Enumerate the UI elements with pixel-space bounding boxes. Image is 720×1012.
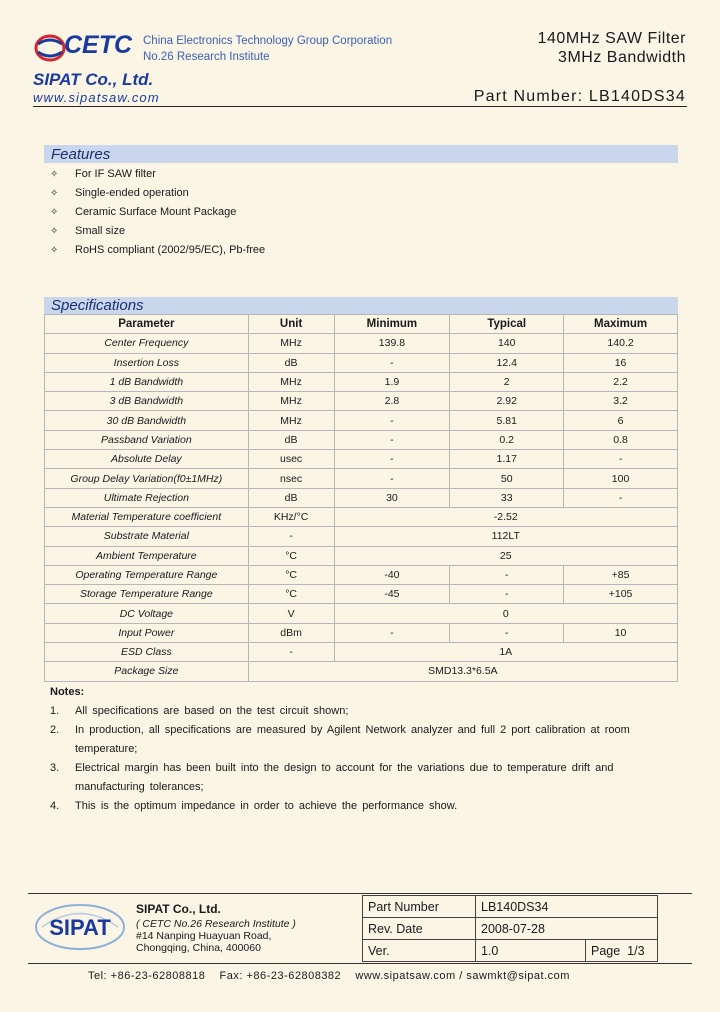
parameter-cell: Absolute Delay bbox=[45, 450, 249, 469]
website-link[interactable]: www.sipatsaw.com bbox=[33, 90, 160, 105]
note-number: 4. bbox=[50, 800, 60, 812]
table-cell: nsec bbox=[248, 469, 334, 488]
feature-text: For IF SAW filter bbox=[75, 168, 156, 180]
table-cell: 2.92 bbox=[450, 392, 564, 411]
part-number-label: Part Number bbox=[363, 896, 476, 918]
table-cell: 0 bbox=[334, 604, 677, 623]
table-cell: - bbox=[334, 411, 450, 430]
part-number-value: LB140DS34 bbox=[476, 896, 658, 918]
parameter-cell: Passband Variation bbox=[45, 430, 249, 449]
footer-institute: ( CETC No.26 Research Institute ) bbox=[136, 918, 296, 930]
table-cell: 1.17 bbox=[450, 450, 564, 469]
header-typical: Typical bbox=[450, 315, 564, 334]
table-row bbox=[45, 430, 678, 449]
table-cell: - bbox=[564, 450, 678, 469]
table-cell: 10 bbox=[564, 623, 678, 642]
table-cell: MHz bbox=[248, 392, 334, 411]
table-cell: 140.2 bbox=[564, 334, 678, 353]
note-text: This is the optimum impedance in order to achieve the performance show. bbox=[75, 800, 458, 812]
table-cell: - bbox=[450, 565, 564, 584]
table-row bbox=[45, 546, 678, 565]
specifications-table bbox=[44, 314, 678, 682]
footer-bottom-divider bbox=[28, 963, 692, 964]
table-cell: - bbox=[334, 430, 450, 449]
feature-item bbox=[50, 187, 189, 199]
bullet-icon: ✧ bbox=[50, 188, 59, 199]
table-cell: 3.2 bbox=[564, 392, 678, 411]
header-parameter: Parameter bbox=[45, 315, 249, 334]
parameter-cell: Storage Temperature Range bbox=[45, 585, 249, 604]
table-row bbox=[45, 565, 678, 584]
header-maximum: Maximum bbox=[564, 315, 678, 334]
contact-info: Tel: +86-23-62808818 Fax: +86-23-62808382 www.sipatsaw.com / sawmkt@sipat.com bbox=[88, 970, 570, 982]
table-cell: 50 bbox=[450, 469, 564, 488]
table-cell: dB bbox=[248, 488, 334, 507]
table-row bbox=[45, 507, 678, 526]
table-header-row bbox=[45, 315, 678, 334]
note-text: All specifications are based on the test circuit shown; bbox=[75, 705, 349, 717]
table-cell: 1A bbox=[334, 643, 677, 662]
page-indicator bbox=[586, 940, 658, 962]
note-text: In production, all specifications are measured by Agilent Network analyzer and full 2 port calibration at room temperature; bbox=[75, 724, 630, 755]
table-cell: MHz bbox=[248, 372, 334, 391]
parameter-cell: Package Size bbox=[45, 662, 249, 681]
table-row bbox=[45, 488, 678, 507]
feature-text: RoHS compliant (2002/95/EC), Pb-free bbox=[75, 244, 266, 256]
table-cell: +85 bbox=[564, 565, 678, 584]
table-cell: 2.2 bbox=[564, 372, 678, 391]
page-value: 1/3 bbox=[627, 943, 645, 958]
bullet-icon: ✧ bbox=[50, 245, 59, 256]
bullet-icon: ✧ bbox=[50, 169, 59, 180]
parameter-cell: Insertion Loss bbox=[45, 353, 249, 372]
version-label: Ver. bbox=[363, 940, 476, 962]
table-cell: - bbox=[248, 527, 334, 546]
table-cell: - bbox=[450, 585, 564, 604]
table-row bbox=[45, 392, 678, 411]
table-cell: 0.2 bbox=[450, 430, 564, 449]
parameter-cell: Substrate Material bbox=[45, 527, 249, 546]
table-cell: MHz bbox=[248, 411, 334, 430]
parameter-cell: Material Temperature coefficient bbox=[45, 507, 249, 526]
footer-address-line1: #14 Nanping Huayuan Road, bbox=[136, 930, 272, 942]
feature-item bbox=[50, 244, 265, 256]
table-cell: MHz bbox=[248, 334, 334, 353]
table-cell: dB bbox=[248, 430, 334, 449]
table-cell: - bbox=[334, 469, 450, 488]
table-cell: 2.8 bbox=[334, 392, 450, 411]
table-row bbox=[45, 604, 678, 623]
table-cell: 0.8 bbox=[564, 430, 678, 449]
header-minimum: Minimum bbox=[334, 315, 450, 334]
table-cell: 33 bbox=[450, 488, 564, 507]
bullet-icon: ✧ bbox=[50, 207, 59, 218]
parameter-cell: Input Power bbox=[45, 623, 249, 642]
table-cell: °C bbox=[248, 565, 334, 584]
table-row bbox=[45, 623, 678, 642]
feature-item bbox=[50, 225, 125, 237]
product-title: 140MHz SAW Filter bbox=[537, 30, 686, 47]
table-row bbox=[45, 353, 678, 372]
table-cell: - bbox=[564, 488, 678, 507]
note-number: 1. bbox=[50, 705, 60, 717]
rev-date-label: Rev. Date bbox=[363, 918, 476, 940]
page-label: Page bbox=[591, 943, 621, 958]
parameter-cell: Center Frequency bbox=[45, 334, 249, 353]
table-row bbox=[45, 450, 678, 469]
table-row bbox=[45, 527, 678, 546]
table-row bbox=[363, 918, 658, 940]
table-row bbox=[45, 469, 678, 488]
parameter-cell: 30 dB Bandwidth bbox=[45, 411, 249, 430]
table-cell: 112LT bbox=[334, 527, 677, 546]
table-cell: - bbox=[334, 623, 450, 642]
parameter-cell: ESD Class bbox=[45, 643, 249, 662]
feature-item bbox=[50, 168, 156, 180]
sipat-logo-icon bbox=[32, 900, 128, 954]
institute-name: No.26 Research Institute bbox=[143, 51, 270, 63]
table-cell: °C bbox=[248, 546, 334, 565]
table-cell: usec bbox=[248, 450, 334, 469]
document-info-table bbox=[362, 895, 658, 962]
parameter-cell: Group Delay Variation(f0±1MHz) bbox=[45, 469, 249, 488]
feature-text: Ceramic Surface Mount Package bbox=[75, 206, 237, 218]
parameter-cell: DC Voltage bbox=[45, 604, 249, 623]
version-value: 1.0 bbox=[476, 940, 586, 962]
feature-item bbox=[50, 206, 236, 218]
table-cell: -40 bbox=[334, 565, 450, 584]
parameter-cell: 1 dB Bandwidth bbox=[45, 372, 249, 391]
parameter-cell: 3 dB Bandwidth bbox=[45, 392, 249, 411]
footer-company-name: SIPAT Co., Ltd. bbox=[136, 902, 221, 916]
table-cell: 1.9 bbox=[334, 372, 450, 391]
table-cell: KHz/°C bbox=[248, 507, 334, 526]
table-cell: - bbox=[334, 450, 450, 469]
table-row bbox=[45, 662, 678, 681]
features-section-bar bbox=[44, 145, 678, 163]
table-row bbox=[363, 940, 658, 962]
feature-text: Single-ended operation bbox=[75, 187, 189, 199]
table-cell: 139.8 bbox=[334, 334, 450, 353]
specifications-title: Specifications bbox=[51, 297, 144, 314]
bullet-icon: ✧ bbox=[50, 226, 59, 237]
corporation-name: China Electronics Technology Group Corporation bbox=[143, 35, 393, 47]
notes-title: Notes: bbox=[50, 686, 85, 698]
table-cell: 6 bbox=[564, 411, 678, 430]
table-cell: 30 bbox=[334, 488, 450, 507]
feature-text: Small size bbox=[75, 225, 126, 237]
table-cell: +105 bbox=[564, 585, 678, 604]
table-cell: - bbox=[450, 623, 564, 642]
table-cell: 140 bbox=[450, 334, 564, 353]
note-number: 3. bbox=[50, 762, 60, 774]
table-cell: dB bbox=[248, 353, 334, 372]
features-title: Features bbox=[51, 146, 111, 163]
table-cell: -2.52 bbox=[334, 507, 677, 526]
part-number: Part Number: LB140DS34 bbox=[473, 88, 686, 105]
parameter-cell: Ultimate Rejection bbox=[45, 488, 249, 507]
note-text: Electrical margin has been built into the design to account for the variations due to temperature drift and manufacturing tolerances; bbox=[75, 762, 614, 793]
table-row bbox=[363, 896, 658, 918]
table-cell: °C bbox=[248, 585, 334, 604]
table-cell: V bbox=[248, 604, 334, 623]
sipat-logo-text: SIPAT bbox=[49, 915, 111, 940]
table-cell: SMD13.3*6.5A bbox=[248, 662, 677, 681]
cetc-logo-text: CETC bbox=[64, 31, 133, 59]
note-number: 2. bbox=[50, 724, 60, 736]
table-row bbox=[45, 585, 678, 604]
table-cell: -45 bbox=[334, 585, 450, 604]
footer-address-line2: Chongqing, China, 400060 bbox=[136, 942, 261, 954]
table-row bbox=[45, 334, 678, 353]
company-name: SIPAT Co., Ltd. bbox=[33, 70, 154, 89]
table-cell: - bbox=[334, 353, 450, 372]
table-cell: 2 bbox=[450, 372, 564, 391]
table-row bbox=[45, 643, 678, 662]
footer-top-divider bbox=[28, 893, 692, 894]
product-bandwidth: 3MHz Bandwidth bbox=[558, 49, 686, 66]
table-row bbox=[45, 411, 678, 430]
rev-date-value: 2008-07-28 bbox=[476, 918, 658, 940]
table-cell: 5.81 bbox=[450, 411, 564, 430]
table-cell: - bbox=[248, 643, 334, 662]
table-cell: 16 bbox=[564, 353, 678, 372]
parameter-cell: Operating Temperature Range bbox=[45, 565, 249, 584]
table-cell: 25 bbox=[334, 546, 677, 565]
table-row bbox=[45, 372, 678, 391]
header-unit: Unit bbox=[248, 315, 334, 334]
parameter-cell: Ambient Temperature bbox=[45, 546, 249, 565]
header-divider bbox=[33, 106, 687, 107]
table-cell: 100 bbox=[564, 469, 678, 488]
table-cell: 12.4 bbox=[450, 353, 564, 372]
table-cell: dBm bbox=[248, 623, 334, 642]
